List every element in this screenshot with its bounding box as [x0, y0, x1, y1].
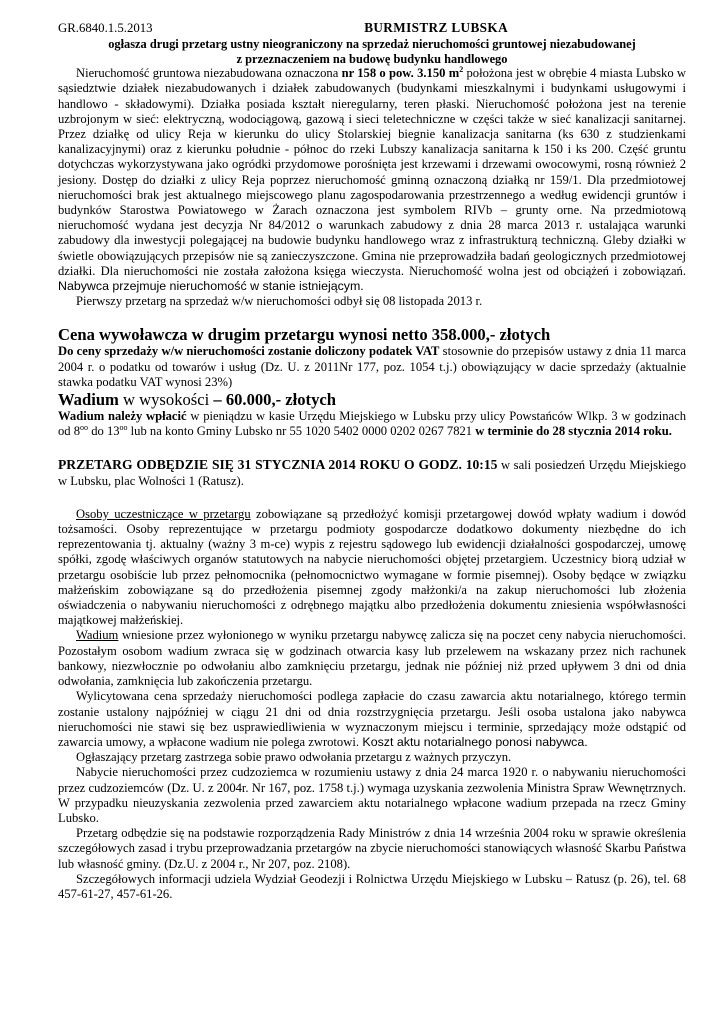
- participants-requirements: Osoby uczestniczące w przetargu zobowiązane są przedłożyć komisji przetargowej dowód wpłaty wadium i dowód tożsamości. Osoby reprezentujące w przetargu podmioty gospodarcze dodatkowo dokumenty niezbędne do ich reprezentowania tj. aktualny (ważny 3 m-ce) wypis z rejestru sądowego lub ewidencji działalności gospodarczej, umowę spółki, zgodę właściwych organów statutowych na nabycie nieruchomości objętej przetargiem. Uczestnicy biorą udział w przetargu osobiście lub przez pełnomocnika (pełnomocnictwo wymagane w formie pisemnej). Osoby będące w związku małżeńskim zobowiązane są do przedłożenia pisemnej zgody małżonki/a na zakup nieruchomości lub złożenia oświadczenia o nabywaniu nieruchomości z odrębnego majątku albo przedłożenia dokumentu zniesienia współwłasności majątkowej małżeńskiej.: [58, 506, 686, 628]
- deposit-payment-info: Wadium należy wpłacić w pieniądzu w kasie Urzędu Miejskiego w Lubsku przy ulicy Powstańców Wlkp. 3 w godzinach od $8^{oo}$ do $13^{oo}$ lub na konto Gminy Lubsko nr 55 1020 5402 0000 0202 0267 7821 w terminie do 28 stycznia 2014 roku.: [58, 409, 687, 439]
- document-header: [58, 20, 686, 37]
- price-payment-terms: Wylicytowana cena sprzedaży nieruchomości podlega zapłacie do czasu zawarcia aktu notarialnego, którego termin zostanie ustalony najpóźniej w ciągu 21 dni od dnia rozstrzygnięcia przetargu. Jeśli osoba ustalona jako nabywca nieruchomości nie stawi się bez usprawiedliwienia w wyznaczonym miejscu i terminie, sprzedający może odstąpić od zawarcia umowy, a wpłacone wadium nie polega zwrotowi. Koszt aktu notarialnego ponosi nabywca.: [58, 689, 686, 749]
- first-auction-note: Pierwszy przetarg na sprzedaż w/w nieruchomości odbył się 08 listopada 2013 r.: [76, 294, 483, 309]
- subtitle-line-2: z przeznaczeniem na budowę budynku handlowego: [236, 51, 508, 66]
- vat-note: Do ceny sprzedaży w/w nieruchomości zostanie doliczony podatek VAT stosownie do przepisów ustawy z dnia 11 marca 2004 r. o podatku od towarów i usług (Dz. U. z 2011Nr 177, poz. 1054 t.j.) obowiązujący w dacie sprzedaży (aktualnie stawka podatku VAT wynosi 23%): [58, 344, 686, 389]
- cancellation-clause: Ogłaszający przetarg zastrzega sobie prawo odwołania przetargu z ważnych przyczyn.: [76, 750, 512, 765]
- issuing-authority: BURMISTRZ LUBSKA: [364, 20, 508, 35]
- legal-basis: Przetarg odbędzie się na podstawie rozporządzenia Rady Ministrów z dnia 14 września 2004 roku w sprawie określenia szczegółowych zasad i trybu przeprowadzania przetargów na zbycie nieruchomości stanowiących własność Skarbu Państwa lub własność gminy. (Dz.U. z 2004 r., Nr 207, poz. 2108).: [58, 826, 686, 871]
- contact-information: Szczegółowych informacji udziela Wydział Geodezji i Rolnictwa Urzędu Miejskiego w Lubsku – Ratusz (p. 26), tel. 68 457-61-27, 457-61-26.: [58, 871, 686, 901]
- foreigner-purchase-clause: Nabycie nieruchomości przez cudzoziemca w rozumieniu ustawy z dnia 24 marca 1920 r. o nabywaniu nieruchomości przez cudzoziemców (Dz. U. z 2004r. Nr 167, poz. 1758 t.j.) wymaga uzyskania zezwolenia Ministra Spraw Wewnętrznych. W przypadku nieuzyskania zezwolenia przed zawarciem aktu notarialnego wpłacone wadium przepada na rzecz Gminy Lubsko.: [58, 765, 686, 825]
- starting-price-heading: Cena wywoławcza w drugim przetargu wynosi netto 358.000,- złotych: [58, 325, 551, 345]
- property-number-area: nr 158 o pow. 3.150 $m^2$: [341, 65, 464, 81]
- property-description: Nieruchomość gruntowa niezabudowana oznaczona nr 158 o pow. 3.150 $m^2$ położona jest w obrębie 4 miasta Lubsko w sąsiedztwie działek niezabudowanych i działek zabudowanych (budynkami mieszkalnymi i budynkami usługowymi i handlowo - składowymi). Działka posiada kształt nieregularny, teren płaski. Nieruchomość położona jest na terenie uzbrojonym w sieć: elektryczną, wodociągową, gazową i sieci teletechniczne w części także w sieć kanalizacji sanitarnej. Przez działkę od ulicy Reja w kierunku do ulicy Stolarskiej biegnie kanalizacja sanitarna (ks 630 z studzienkami kanalizacyjnymi) oraz z kierunku południe - północ do rzeki Lubszy kanalizacja sanitarna k 150 i ks 200. Część gruntu dotychczas wykorzystywana jako ogródki przydomowe porośnięta jest krzewami i drzewami owocowymi, rosną również 2 jesiony. Dostęp do działki z ulicy Reja poprzez nieruchomość gminną oznaczoną działką nr 159/1. Dla przedmiotowej nieruchomości brak jest aktualnego miejscowego planu zagospodarowania przestrzennego a według ewidencji gruntów i budynków Starostwa Powiatowego w Żarach oznaczona jest symbolem RIVb – grunty orne. Na przedmiotową nieruchomość wydana jest decyzja Nr 84/2012 o warunkach zabudowy z dnia 28 marca 2013 r. ustalająca warunki zabudowy dla inwestycji polegającej na budowie budynku handlowego wraz z infrastrukturą techniczną. Gleby działki w świetle obowiązujących przepisów nie są zanieczyszczone. Gmina nie przeprowadziła badań geologicznych przedmiotowej działki. Dla nieruchomości nie została założona księga wieczysta. Nieruchomość wolna jest od obciążeń i zobowiązań. Nabywca przejmuje nieruchomość w stanie istniejącym.: [58, 65, 686, 294]
- subtitle-line-1: ogłasza drugi przetarg ustny nieograniczony na sprzedaż nieruchomości gruntowej niezabudowanej: [108, 37, 636, 51]
- announcement-subtitle: [58, 37, 686, 66]
- auction-date-notice: PRZETARG ODBĘDZIE SIĘ 31 STYCZNIA 2014 ROKU O GODZ. 10:15 w sali posiedzeń Urzędu Miejskiego w Lubsku, plac Wolności 1 (Ratusz).: [58, 457, 686, 488]
- deposit-rules: Wadium wniesione przez wyłonionego w wyniku przetargu nabywcę zalicza się na poczet ceny nabycia nieruchomości. Pozostałym osobom wadium zwraca się w godzinach otwarcia kasy lub przelewem na wskazany przez nich rachunek bankowy, niezwłocznie po odwołaniu albo zamknięciu przetargu, jednak nie później niż przed upływem 3 dni od dnia odwołania, zamknięcia lub zakończenia przetargu.: [58, 628, 686, 689]
- reference-number: GR.6840.1.5.2013: [58, 21, 153, 35]
- deposit-heading: Wadium w wysokości – 60.000,- złotych: [58, 390, 336, 410]
